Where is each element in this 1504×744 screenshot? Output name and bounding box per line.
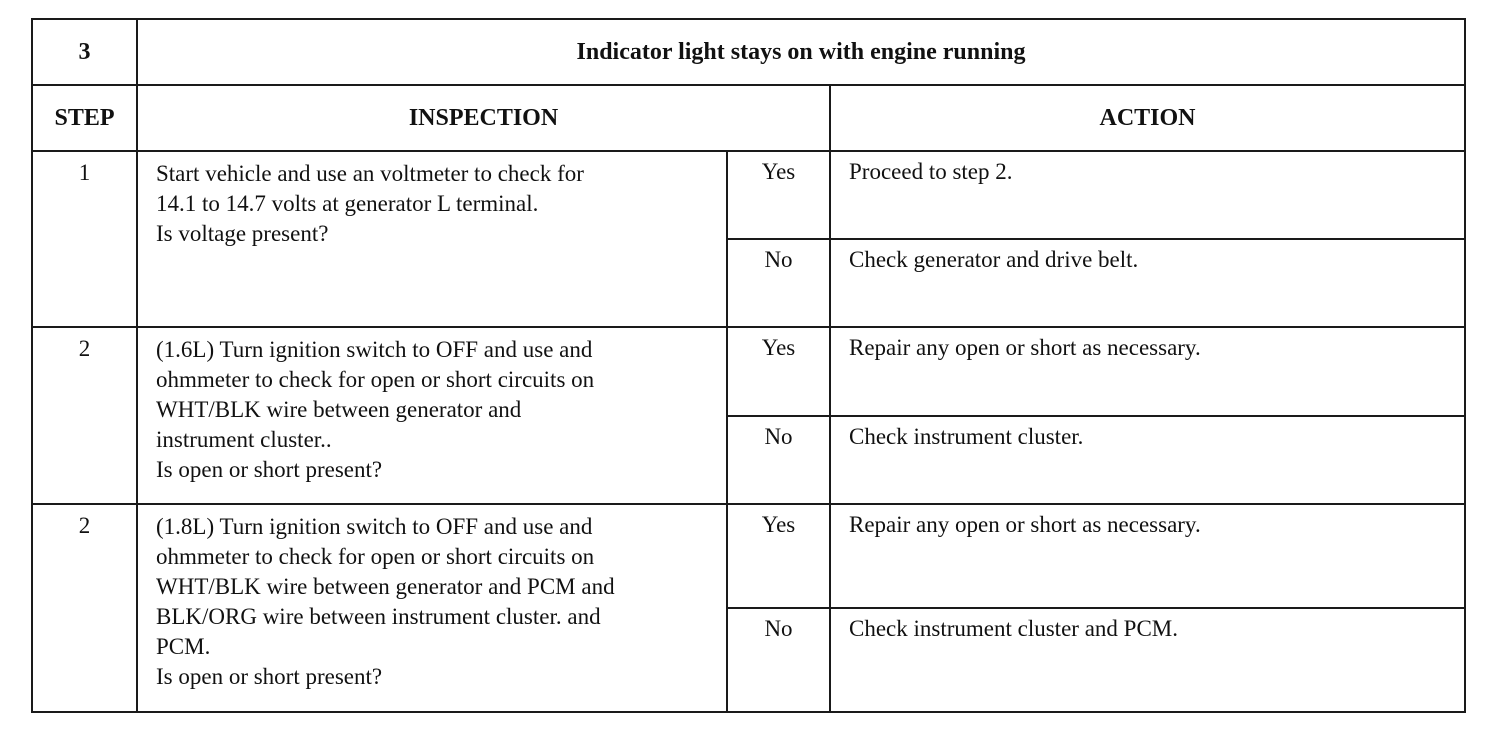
step-row-yes <box>32 327 1465 416</box>
yes-action: Proceed to step 2. <box>830 151 1465 239</box>
yes-label: Yes <box>727 151 830 239</box>
inspection-line: PCM. <box>156 634 211 659</box>
col-header-step: STEP <box>32 85 137 151</box>
no-label: No <box>727 239 830 327</box>
inspection-line: (1.8L) Turn ignition switch to OFF and use and <box>156 514 593 539</box>
yes-action: Repair any open or short as necessary. <box>830 504 1465 608</box>
inspection-line: ohmmeter to check for open or short circuits on <box>156 544 595 569</box>
no-action: Check instrument cluster and PCM. <box>830 608 1465 712</box>
step-number: 1 <box>32 151 137 327</box>
inspection-line: Is open or short present? <box>156 457 383 482</box>
symptom-row <box>32 19 1465 85</box>
step-number: 2 <box>32 504 137 712</box>
inspection-line: ohmmeter to check for open or short circuits on <box>156 367 595 392</box>
step-row-yes <box>32 504 1465 608</box>
symptom-number: 3 <box>32 19 137 85</box>
inspection-line: 14.1 to 14.7 volts at generator L terminal. <box>156 191 539 216</box>
inspection-line: WHT/BLK wire between generator and PCM and <box>156 574 615 599</box>
inspection-line: instrument cluster.. <box>156 427 332 452</box>
inspection-line: Start vehicle and use an voltmeter to check for <box>156 161 584 186</box>
inspection-line: WHT/BLK wire between generator and <box>156 397 522 422</box>
no-label: No <box>727 608 830 712</box>
inspection-line: BLK/ORG wire between instrument cluster. and <box>156 604 601 629</box>
yes-action: Repair any open or short as necessary. <box>830 327 1465 416</box>
symptom-title: Indicator light stays on with engine running <box>137 19 1465 85</box>
column-header-row <box>32 85 1465 151</box>
inspection-line: Is open or short present? <box>156 664 383 689</box>
inspection-cell <box>137 151 727 327</box>
inspection-cell <box>137 504 727 712</box>
inspection-line: (1.6L) Turn ignition switch to OFF and use and <box>156 337 593 362</box>
diagnostic-table <box>31 18 1466 713</box>
inspection-cell <box>137 327 727 504</box>
inspection-line: Is voltage present? <box>156 221 329 246</box>
yes-label: Yes <box>727 504 830 608</box>
col-header-inspection: INSPECTION <box>137 85 830 151</box>
step-number: 2 <box>32 327 137 504</box>
no-label: No <box>727 416 830 504</box>
step-row-yes <box>32 151 1465 239</box>
no-action: Check instrument cluster. <box>830 416 1465 504</box>
yes-label: Yes <box>727 327 830 416</box>
no-action: Check generator and drive belt. <box>830 239 1465 327</box>
col-header-action: ACTION <box>830 85 1465 151</box>
